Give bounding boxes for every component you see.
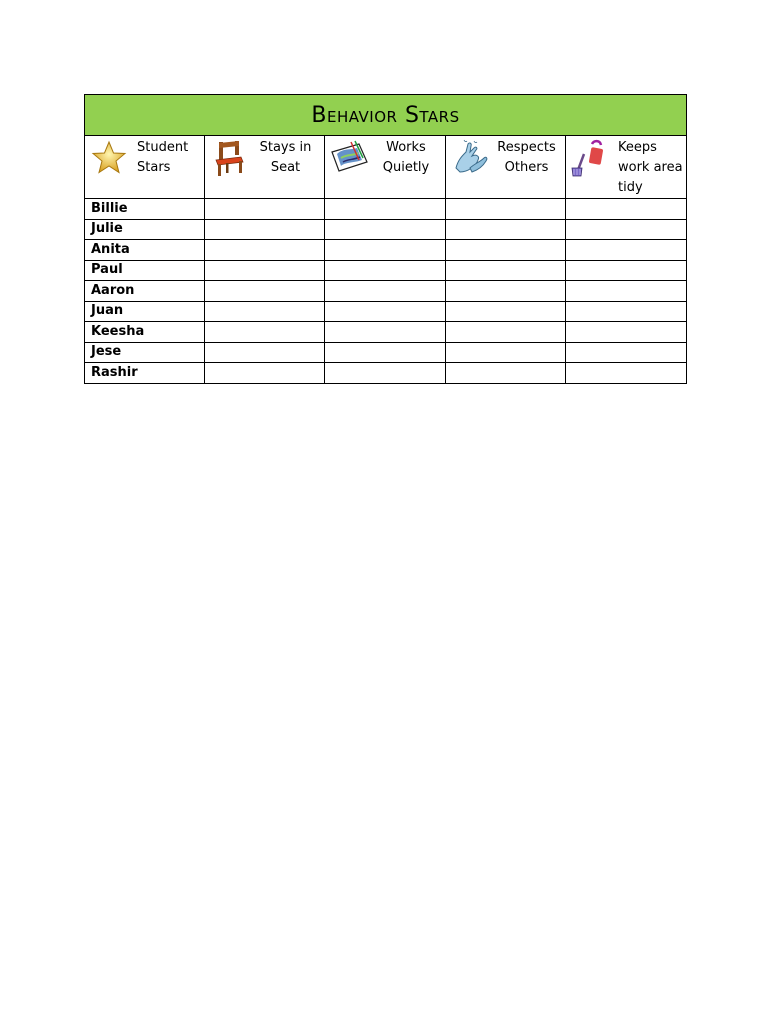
chair-icon	[209, 138, 249, 178]
star-cell-stays-in-seat[interactable]	[205, 199, 325, 220]
star-cell-works-quietly[interactable]	[325, 240, 446, 261]
star-cell-stays-in-seat[interactable]	[205, 240, 325, 261]
table-row	[85, 342, 687, 363]
table-row	[85, 219, 687, 240]
chart-title: Behavior Stars	[311, 102, 460, 128]
star-cell-respects-others[interactable]	[446, 260, 566, 281]
star-cell-respects-others[interactable]	[446, 281, 566, 302]
star-cell-keeps-area-tidy[interactable]	[566, 301, 687, 322]
header-row	[85, 136, 687, 199]
table-row	[85, 281, 687, 302]
broom-icon	[570, 138, 610, 178]
star-cell-respects-others[interactable]	[446, 301, 566, 322]
star-cell-stays-in-seat[interactable]	[205, 363, 325, 384]
table-row	[85, 322, 687, 343]
header-keeps-work-area-tidy	[566, 136, 687, 199]
behavior-chart	[84, 94, 687, 384]
star-cell-keeps-area-tidy[interactable]	[566, 363, 687, 384]
student-name: Aaron	[85, 281, 205, 302]
header-label: Respects Others	[497, 140, 556, 175]
star-cell-stays-in-seat[interactable]	[205, 219, 325, 240]
star-cell-works-quietly[interactable]	[325, 281, 446, 302]
drawing-icon	[329, 138, 369, 178]
star-cell-works-quietly[interactable]	[325, 322, 446, 343]
star-cell-keeps-area-tidy[interactable]	[566, 219, 687, 240]
header-label: Keeps work area tidy	[618, 140, 683, 195]
star-cell-works-quietly[interactable]	[325, 342, 446, 363]
table-row	[85, 199, 687, 220]
star-cell-keeps-area-tidy[interactable]	[566, 322, 687, 343]
header-label: Works Quietly	[382, 140, 430, 175]
star-cell-keeps-area-tidy[interactable]	[566, 199, 687, 220]
student-name: Jese	[85, 342, 205, 363]
header-label: Student Stars	[137, 140, 189, 175]
star-cell-keeps-area-tidy[interactable]	[566, 260, 687, 281]
star-cell-respects-others[interactable]	[446, 240, 566, 261]
student-name: Paul	[85, 260, 205, 281]
star-cell-respects-others[interactable]	[446, 363, 566, 384]
star-cell-works-quietly[interactable]	[325, 199, 446, 220]
star-cell-stays-in-seat[interactable]	[205, 322, 325, 343]
header-stays-in-seat	[205, 136, 325, 199]
student-name: Julie	[85, 219, 205, 240]
star-cell-works-quietly[interactable]	[325, 301, 446, 322]
star-cell-stays-in-seat[interactable]	[205, 281, 325, 302]
header-works-quietly	[325, 136, 446, 199]
header-label: Stays in Seat	[259, 140, 312, 175]
star-cell-keeps-area-tidy[interactable]	[566, 281, 687, 302]
student-name: Juan	[85, 301, 205, 322]
star-cell-stays-in-seat[interactable]	[205, 260, 325, 281]
student-name: Anita	[85, 240, 205, 261]
table-row	[85, 363, 687, 384]
star-cell-works-quietly[interactable]	[325, 260, 446, 281]
star-cell-keeps-area-tidy[interactable]	[566, 240, 687, 261]
student-name: Rashir	[85, 363, 205, 384]
header-student-stars	[85, 136, 205, 199]
star-cell-keeps-area-tidy[interactable]	[566, 342, 687, 363]
star-cell-respects-others[interactable]	[446, 219, 566, 240]
student-name: Billie	[85, 199, 205, 220]
table-row	[85, 240, 687, 261]
star-cell-works-quietly[interactable]	[325, 219, 446, 240]
star-cell-works-quietly[interactable]	[325, 363, 446, 384]
chart-title-bar	[85, 95, 687, 136]
star-cell-respects-others[interactable]	[446, 199, 566, 220]
table-row	[85, 301, 687, 322]
star-icon	[89, 138, 129, 178]
star-cell-respects-others[interactable]	[446, 342, 566, 363]
student-name: Keesha	[85, 322, 205, 343]
table-row	[85, 260, 687, 281]
header-respects-others	[446, 136, 566, 199]
star-cell-respects-others[interactable]	[446, 322, 566, 343]
hands-icon	[450, 138, 490, 178]
star-cell-stays-in-seat[interactable]	[205, 301, 325, 322]
star-cell-stays-in-seat[interactable]	[205, 342, 325, 363]
